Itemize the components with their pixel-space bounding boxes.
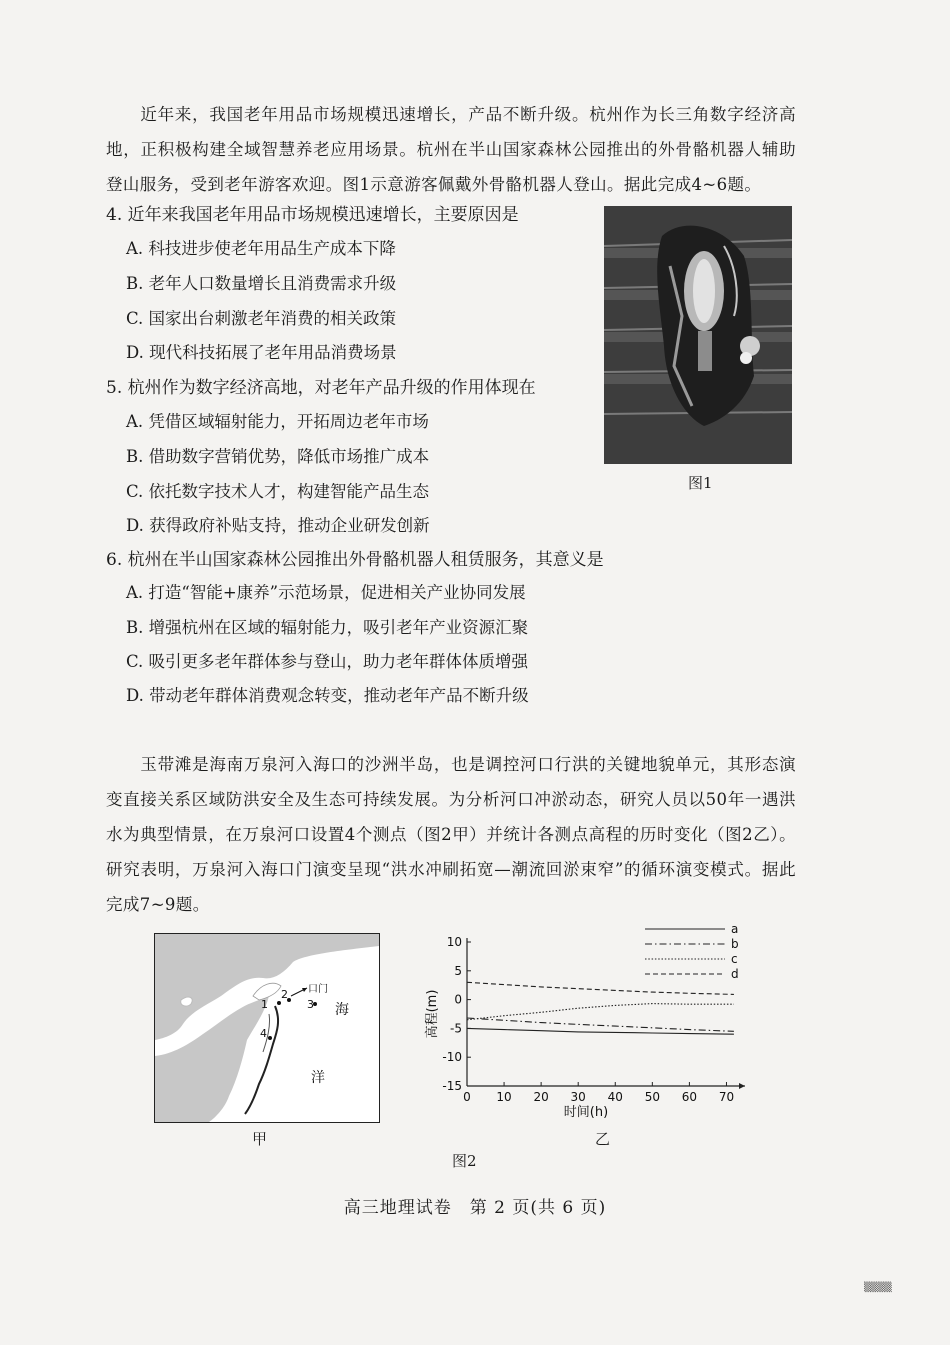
question-4-option-c: C. 国家出台刺激老年消费的相关政策 <box>126 309 397 328</box>
x-tick-label: 20 <box>533 1090 549 1104</box>
y-tick-label: 5 <box>454 963 462 978</box>
x-tick-label: 30 <box>570 1090 586 1104</box>
question-4-option-d: D. 现代科技拓展了老年用品消费场景 <box>126 343 397 362</box>
x-tick-label: 0 <box>463 1090 471 1104</box>
question-4-option-b: B. 老年人口数量增长且消费需求升级 <box>126 274 397 293</box>
legend-label-b: b <box>731 937 739 951</box>
series-line-a <box>467 1028 734 1034</box>
question-4-stem: 4. 近年来我国老年用品市场规模迅速增长，主要原因是 <box>106 205 519 225</box>
figure-2-map-caption: 甲 <box>252 1130 268 1148</box>
series-line-c <box>467 1004 734 1020</box>
question-5-option-b: B. 借助数字营销优势，降低市场推广成本 <box>126 447 430 466</box>
legend-label-d: d <box>731 967 739 981</box>
map-sea-label-2: 洋 <box>311 1070 325 1086</box>
x-axis-title: 时间(h) <box>563 1105 609 1120</box>
intro-passage-1-text: 近年来，我国老年用品市场规模迅速增长，产品不断升级。杭州作为长三角数字经济高地，正积极构建全域智慧养老应用场景。杭州在半山国家森林公园推出的外骨骼机器人辅助登山服务，受到老年游客欢迎。图1示意游客佩戴外骨骼机器人登山。据此完成4~6题。 <box>106 105 796 194</box>
x-tick-label: 70 <box>718 1090 735 1104</box>
intro-passage-1 <box>106 97 796 202</box>
legend-label-a: a <box>731 924 739 936</box>
x-tick-label: 40 <box>607 1090 623 1104</box>
figure-1-photo <box>604 206 792 464</box>
page-footer: 高三地理试卷 第 2 页(共 6 页) <box>343 1198 607 1218</box>
intro-passage-2 <box>106 747 796 922</box>
x-tick-label: 60 <box>681 1090 698 1104</box>
y-axis-title: 高程(m) <box>425 989 440 1039</box>
map-mouth-label: 口门 <box>308 984 328 995</box>
map-point-2-label: 2 <box>281 988 288 1001</box>
legend-label-c: c <box>731 952 738 966</box>
figure-2-caption: 图2 <box>452 1152 477 1170</box>
question-5-option-a: A. 凭借区域辐射能力，开拓周边老年市场 <box>126 412 429 431</box>
question-5-stem: 5. 杭州作为数字经济高地，对老年产品升级的作用体现在 <box>106 378 536 398</box>
y-tick-label: -10 <box>442 1050 462 1065</box>
map-point-1-label: 1 <box>261 998 268 1011</box>
x-tick-label: 50 <box>644 1090 660 1104</box>
question-4-option-a: A. 科技进步使老年用品生产成本下降 <box>126 239 396 258</box>
question-6-option-d: D. 带动老年群体消费观念转变，推动老年产品不断升级 <box>126 686 529 705</box>
y-tick-label: -15 <box>442 1079 462 1093</box>
series-line-d <box>467 982 734 994</box>
x-tick-label: 10 <box>496 1090 512 1104</box>
question-5-option-c: C. 依托数字技术人才，构建智能产品生态 <box>126 482 430 501</box>
qr-fragment: ▒▒▒▒ <box>864 1283 892 1293</box>
y-tick-label: 10 <box>446 935 462 949</box>
question-6-stem: 6. 杭州在半山国家森林公园推出外骨骼机器人租赁服务，其意义是 <box>106 550 604 570</box>
elevation-line-chart <box>420 924 750 1149</box>
figure-2-chart-caption: 乙 <box>595 1130 611 1148</box>
y-tick-label: -5 <box>450 1021 462 1036</box>
map-sea-label-1: 海 <box>335 1002 349 1018</box>
map-point-4-label: 4 <box>260 1027 267 1040</box>
x-axis-arrow <box>739 1083 745 1089</box>
question-6-option-b: B. 增强杭州在区域的辐射能力，吸引老年产业资源汇聚 <box>126 618 529 637</box>
figure-2-map <box>154 933 380 1123</box>
y-tick-label: 0 <box>454 992 462 1007</box>
estuary-map <box>155 934 379 1122</box>
figure-1-caption: 图1 <box>688 474 713 492</box>
map-point-3-label: 3 <box>307 998 314 1011</box>
question-5-option-d: D. 获得政府补贴支持，推动企业研发创新 <box>126 516 430 535</box>
exoskeleton-hiker-image <box>604 206 792 464</box>
intro-passage-2-text: 玉带滩是海南万泉河入海口的沙洲半岛，也是调控河口行洪的关键地貌单元，其形态演变直接关系区域防洪安全及生态可持续发展。为分析河口冲淤动态，研究人员以50年一遇洪水为典型情景，在万泉河口设置4个测点（图2甲）并统计各测点高程的历时变化（图2乙）。研究表明，万泉河入海口门演变呈现“洪水冲刷拓宽—潮流回淤束窄”的循环演变模式。据此完成7~9题。 <box>106 755 796 914</box>
question-6-option-a: A. 打造“智能+康养”示范场景，促进相关产业协同发展 <box>126 583 526 602</box>
question-6-option-c: C. 吸引更多老年群体参与登山，助力老年群体体质增强 <box>126 652 529 671</box>
